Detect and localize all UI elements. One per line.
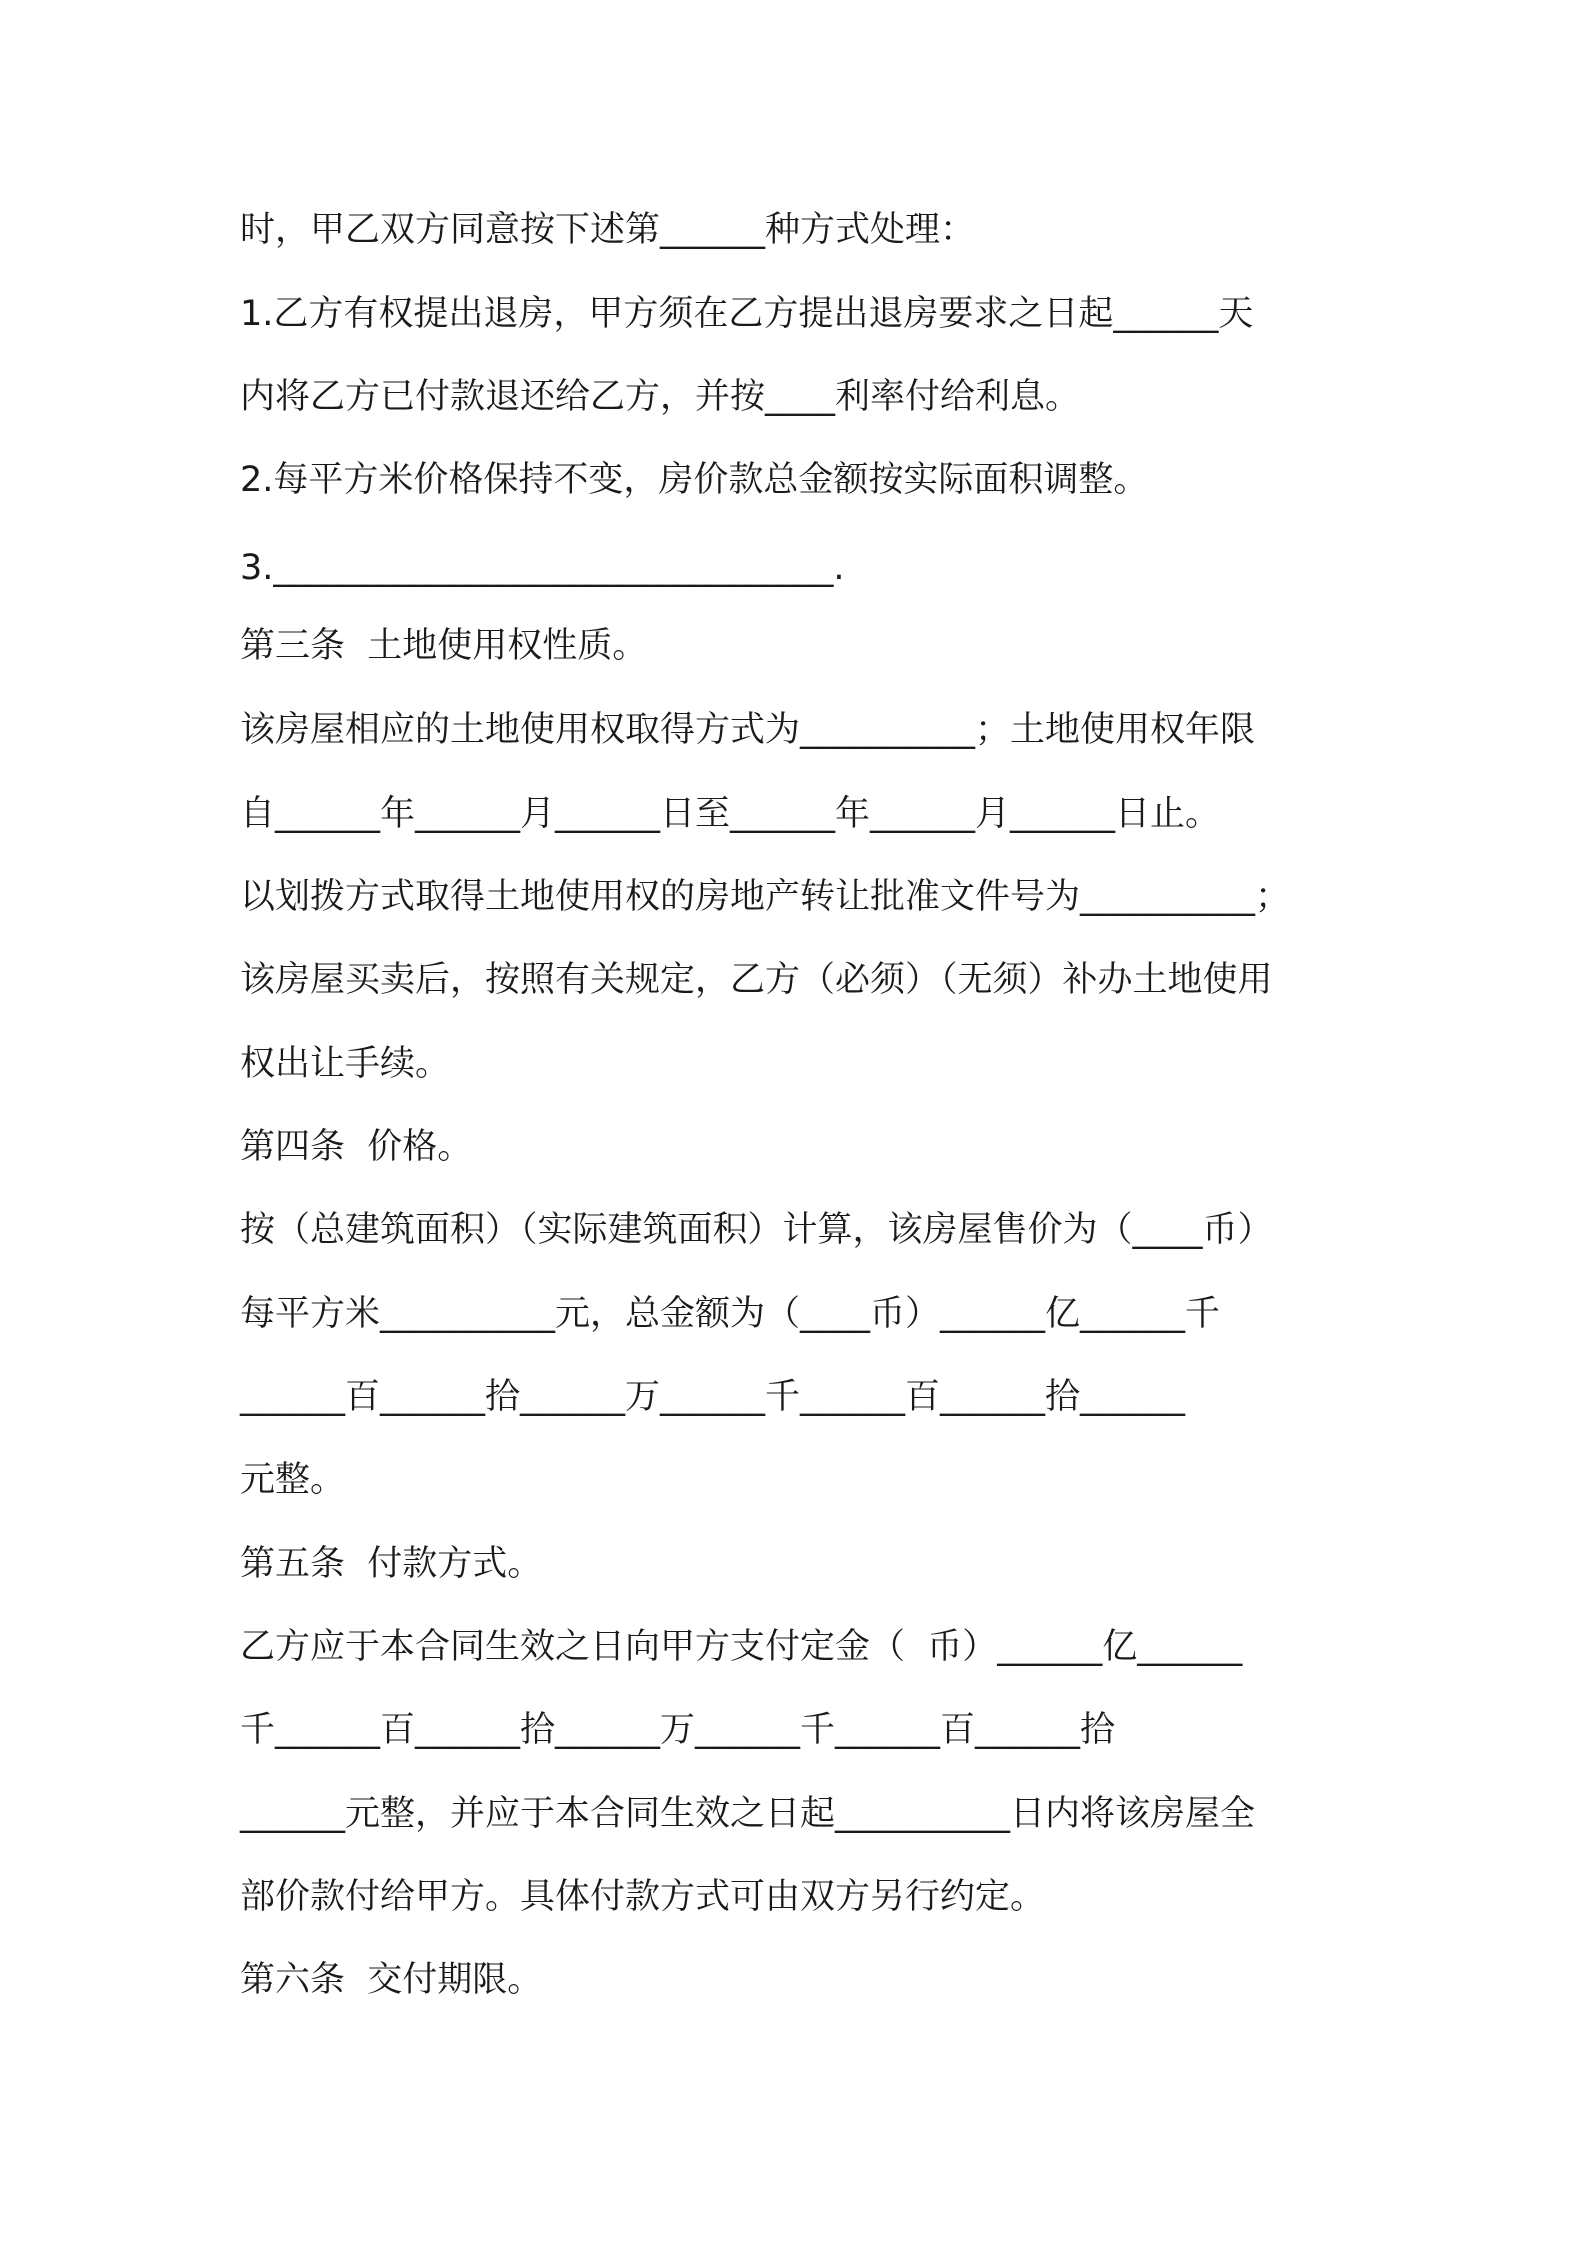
article-3-line-2: 自______年______月______日至______年______月______日止。 (240, 794, 1221, 834)
article-4-heading: 第四条 价格。 (240, 1127, 473, 1167)
article-3-line-4: 该房屋买卖后，按照有关规定，乙方（必须）（无须）补办土地使用 (240, 960, 1273, 1000)
article-3-heading: 第三条 土地使用权性质。 (240, 626, 648, 666)
article-3-line-5: 权出让手续。 (240, 1044, 451, 1084)
article-3-line-1: 该房屋相应的土地使用权取得方式为__________；土地使用权年限 (240, 710, 1256, 750)
article-5-line-2: 千______百______拾______万______千______百______拾 (240, 1710, 1116, 1750)
option-2-line: 2.每平方米价格保持不变，房价款总金额按实际面积调整。 (240, 460, 1149, 500)
article-5-line-1: 乙方应于本合同生效之日向甲方支付定金（ 币）______亿______ (240, 1627, 1243, 1667)
clause-continuation-line: 时，甲乙双方同意按下述第______种方式处理： (240, 210, 976, 250)
article-5-line-4: 部价款付给甲方。具体付款方式可由双方另行约定。 (240, 1877, 1046, 1917)
article-4-line-3: ______百______拾______万______千______百______拾______ (240, 1377, 1186, 1417)
option-1-line-2: 内将乙方已付款退还给乙方，并按____利率付给利息。 (240, 377, 1081, 417)
article-4-line-1: 按（总建筑面积）（实际建筑面积）计算，该房屋售价为（____币） (240, 1210, 1273, 1250)
article-5-line-3: ______元整，并应于本合同生效之日起__________日内将该房屋全 (240, 1794, 1256, 1834)
article-4-line-4: 元整。 (240, 1460, 346, 1500)
option-3-line: 3.________________________________. (240, 548, 845, 588)
option-1-line-1: 1.乙方有权提出退房，甲方须在乙方提出退房要求之日起______天 (240, 294, 1254, 334)
article-4-line-2: 每平方米__________元，总金额为（____币）______亿______千 (240, 1294, 1221, 1334)
article-6-heading: 第六条 交付期限。 (240, 1960, 543, 2000)
article-3-line-3: 以划拨方式取得土地使用权的房地产转让批准文件号为__________； (240, 877, 1291, 917)
article-5-heading: 第五条 付款方式。 (240, 1544, 543, 1584)
